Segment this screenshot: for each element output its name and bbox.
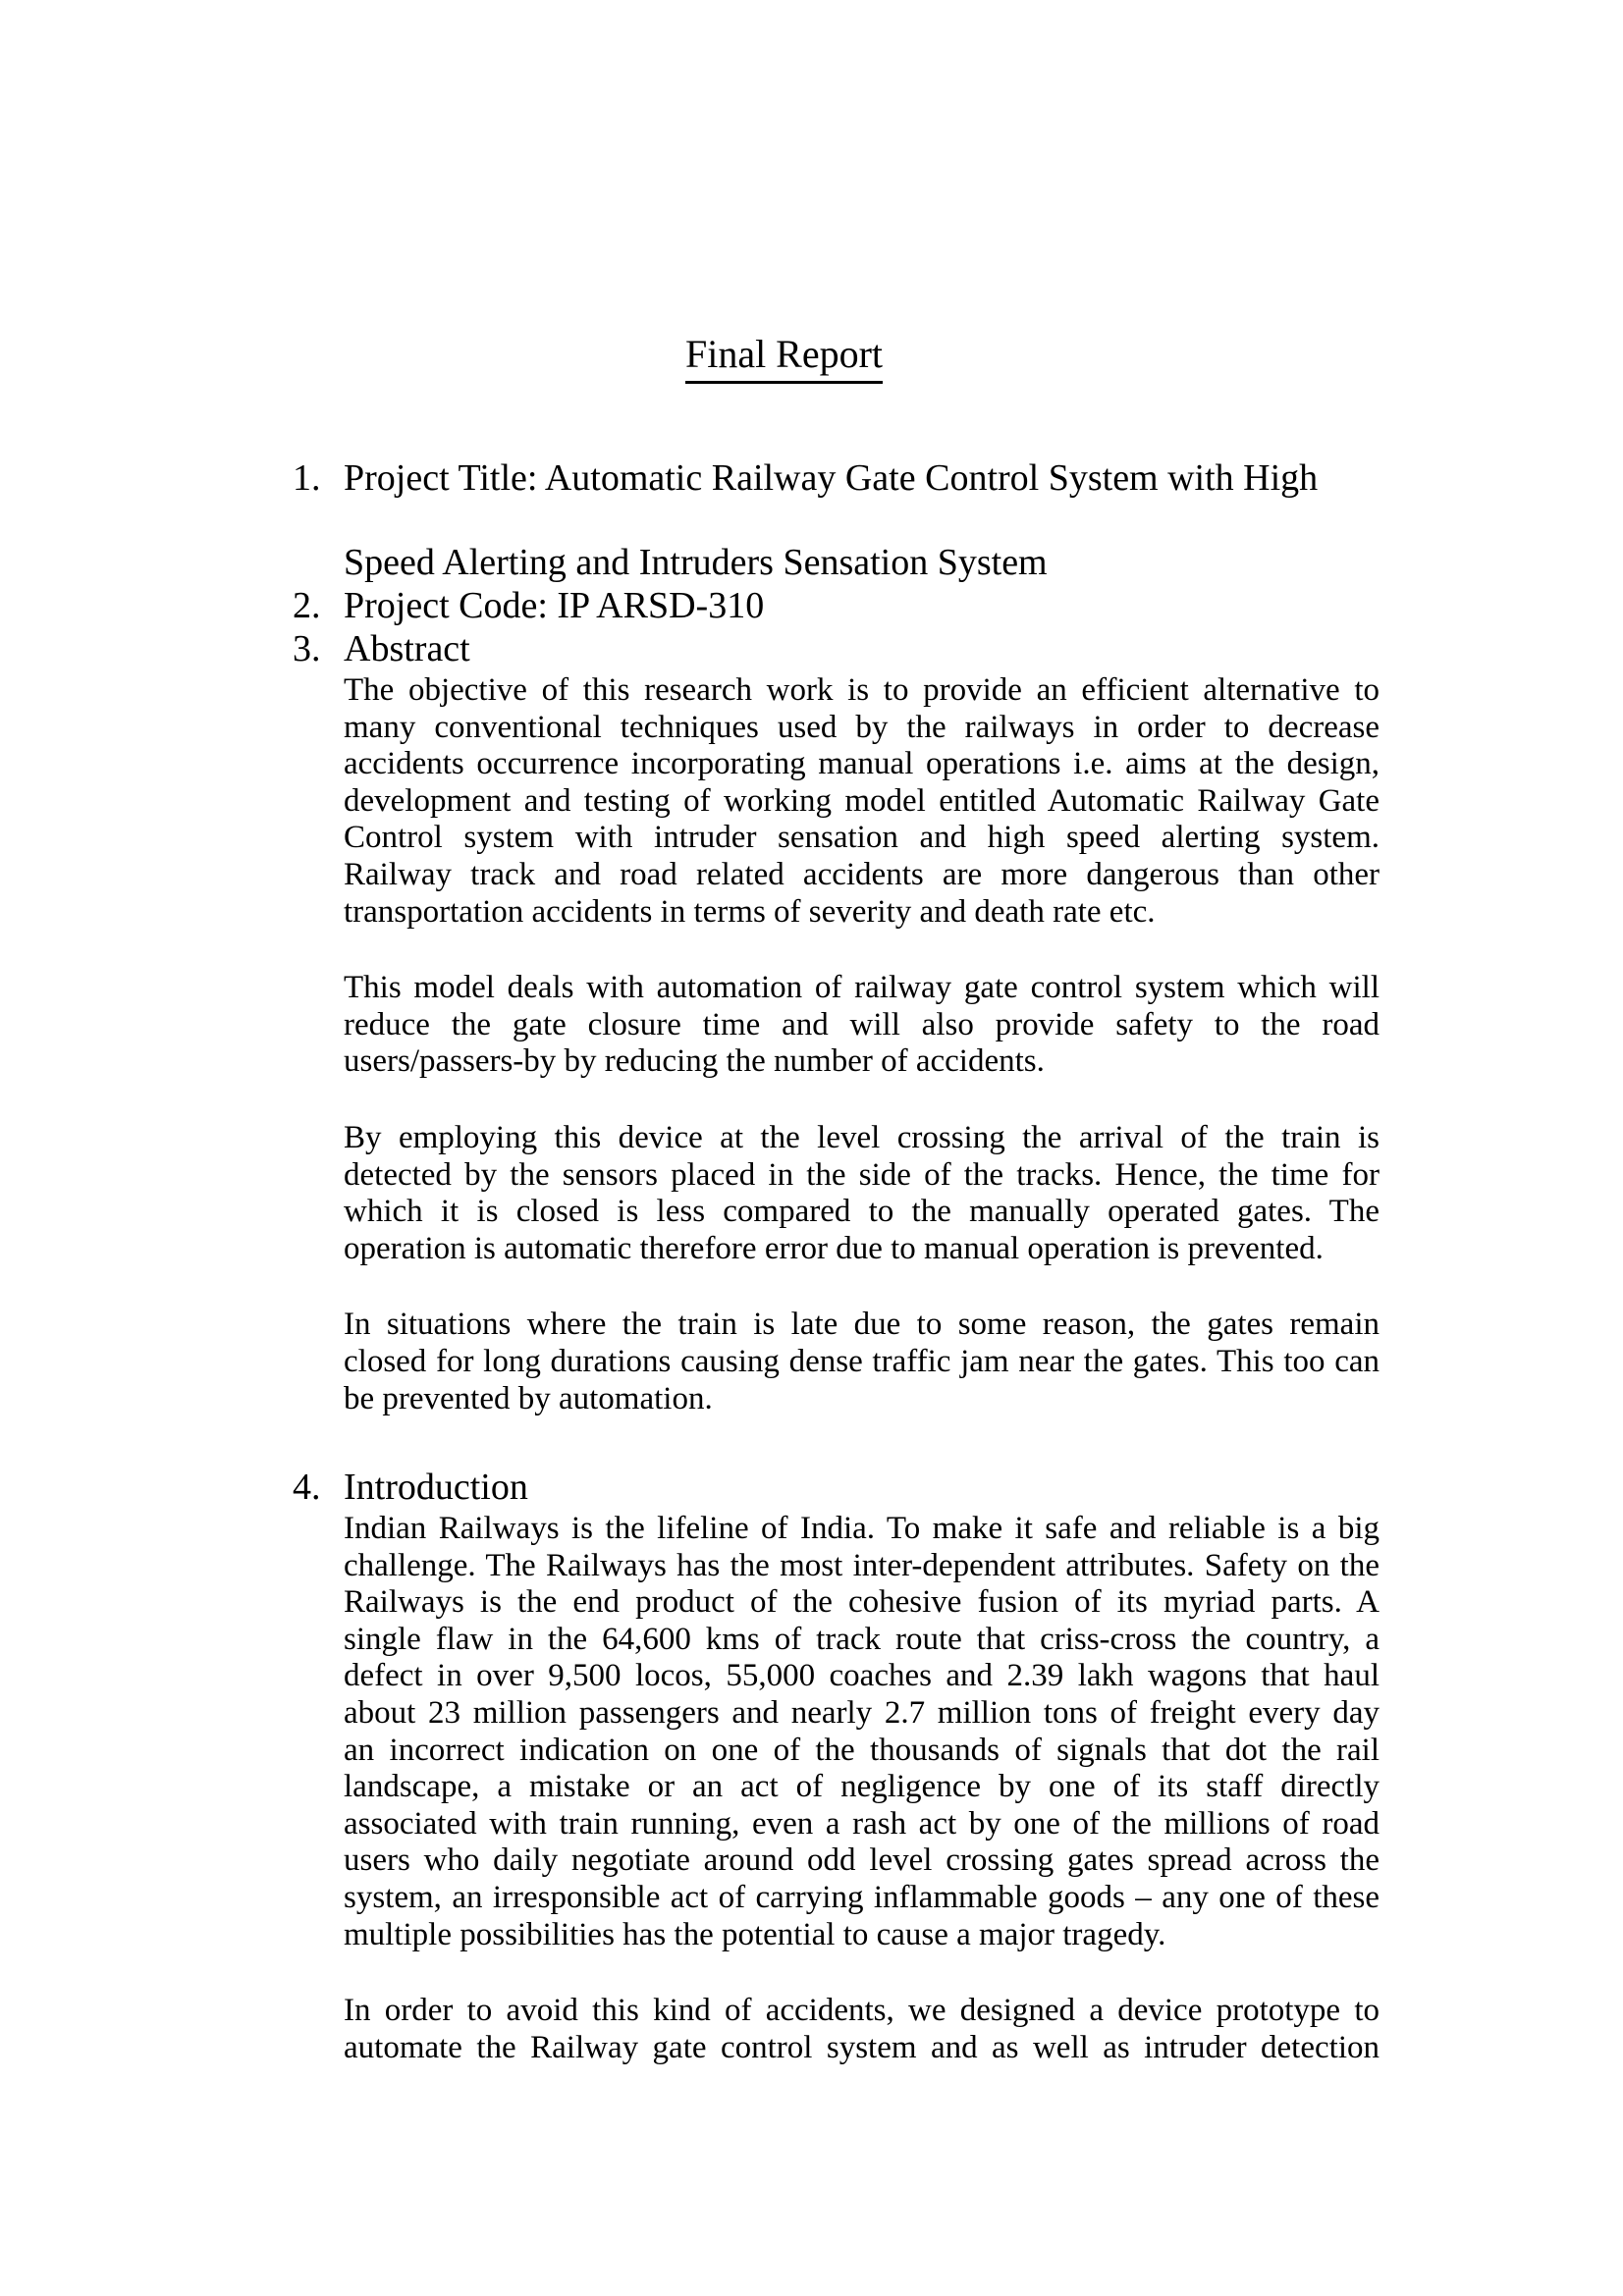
text-line: an incorrect indication on one of the thousands of signals that dot the rail xyxy=(344,1732,1380,1768)
item-heading-line: Introduction xyxy=(344,1467,528,1509)
text-line: which it is closed is less compared to the manually operated gates. The xyxy=(344,1194,1380,1230)
text-line: associated with train running, even a rash act by one of the millions of road xyxy=(344,1805,1380,1842)
item-body xyxy=(344,627,1380,1417)
text-line: landscape, a mistake or an act of negligence by one of its staff directly xyxy=(344,1769,1380,1805)
text-line: be prevented by automation. xyxy=(344,1380,713,1416)
item-body xyxy=(344,584,1380,627)
text-line: Control system with intruder sensation and high speed alerting system. xyxy=(344,820,1380,856)
text-line: transportation accidents in terms of severity and death rate etc. xyxy=(344,893,1156,930)
list-item xyxy=(293,584,1380,627)
paragraph xyxy=(344,1307,1380,1417)
text-line: Railway track and road related accidents are more dangerous than other xyxy=(344,856,1380,892)
paragraph xyxy=(344,970,1380,1081)
text-line: automate the Railway gate control system and as well as intruder detection xyxy=(344,2029,1380,2065)
text-line: users who daily negotiate around odd level crossing gates spread across the xyxy=(344,1842,1380,1879)
item-body xyxy=(344,1466,1380,2066)
text-line: The objective of this research work is to provide an efficient alternative to xyxy=(344,672,1380,708)
paragraph xyxy=(344,1120,1380,1267)
item-heading-line: Project Title: Automatic Railway Gate Control System with High xyxy=(344,457,1319,499)
list-item xyxy=(293,456,1380,584)
item-number: 1. xyxy=(293,457,321,499)
text-line: In order to avoid this kind of accidents, we designed a device prototype to xyxy=(344,1993,1380,2029)
text-line: development and testing of working model entitled Automatic Railway Gate xyxy=(344,782,1380,819)
text-line: closed for long durations causing dense traffic jam near the gates. This too can xyxy=(344,1343,1380,1379)
item-heading-line: Abstract xyxy=(344,628,470,669)
paragraph xyxy=(344,1993,1380,2066)
text-line: multiple possibilities has the potential to cause a major tragedy. xyxy=(344,1916,1166,1952)
paragraph xyxy=(344,672,1380,931)
text-line: This model deals with automation of railway gate control system which will xyxy=(344,970,1380,1006)
text-line: accidents occurrence incorporating manual operations i.e. aims at the design, xyxy=(344,746,1380,782)
text-line: users/passers-by by reducing the number of accidents. xyxy=(344,1043,1045,1080)
item-number: 2. xyxy=(293,585,321,626)
paragraph xyxy=(344,1511,1380,1953)
item-heading-line: Speed Alerting and Intruders Sensation System xyxy=(344,542,1048,583)
list-item xyxy=(293,1466,1380,2066)
numbered-list xyxy=(293,456,1380,2066)
text-line: system, an irresponsible act of carrying inflammable goods – any one of these xyxy=(344,1880,1380,1916)
document-title xyxy=(241,331,1327,384)
text-line: challenge. The Railways has the most inter-dependent attributes. Safety on the xyxy=(344,1547,1380,1583)
text-line: reduce the gate closure time and will also provide safety to the road xyxy=(344,1006,1380,1042)
document-title-text: Final Report xyxy=(685,331,883,384)
item-heading-line: Project Code: IP ARSD-310 xyxy=(344,585,765,626)
text-line: In situations where the train is late due to some reason, the gates remain xyxy=(344,1307,1380,1343)
text-line: Indian Railways is the lifeline of India. To make it safe and reliable is a big xyxy=(344,1511,1380,1547)
item-body xyxy=(344,456,1380,584)
text-line: By employing this device at the level crossing the arrival of the train is xyxy=(344,1119,1380,1155)
text-line: about 23 million passengers and nearly 2.7 million tons of freight every day xyxy=(344,1695,1380,1732)
text-line: single flaw in the 64,600 kms of track route that criss-cross the country, a xyxy=(344,1621,1380,1657)
item-number: 3. xyxy=(293,628,321,669)
item-number: 4. xyxy=(293,1467,321,1509)
text-line: defect in over 9,500 locos, 55,000 coaches and 2.39 lakh wagons that haul xyxy=(344,1658,1380,1694)
list-item xyxy=(293,627,1380,1417)
text-line: operation is automatic therefore error due to manual operation is prevented. xyxy=(344,1230,1324,1266)
text-line: detected by the sensors placed in the side of the tracks. Hence, the time for xyxy=(344,1156,1380,1193)
text-line: Railways is the end product of the cohesive fusion of its myriad parts. A xyxy=(344,1584,1380,1621)
text-line: many conventional techniques used by the railways in order to decrease xyxy=(344,709,1380,745)
